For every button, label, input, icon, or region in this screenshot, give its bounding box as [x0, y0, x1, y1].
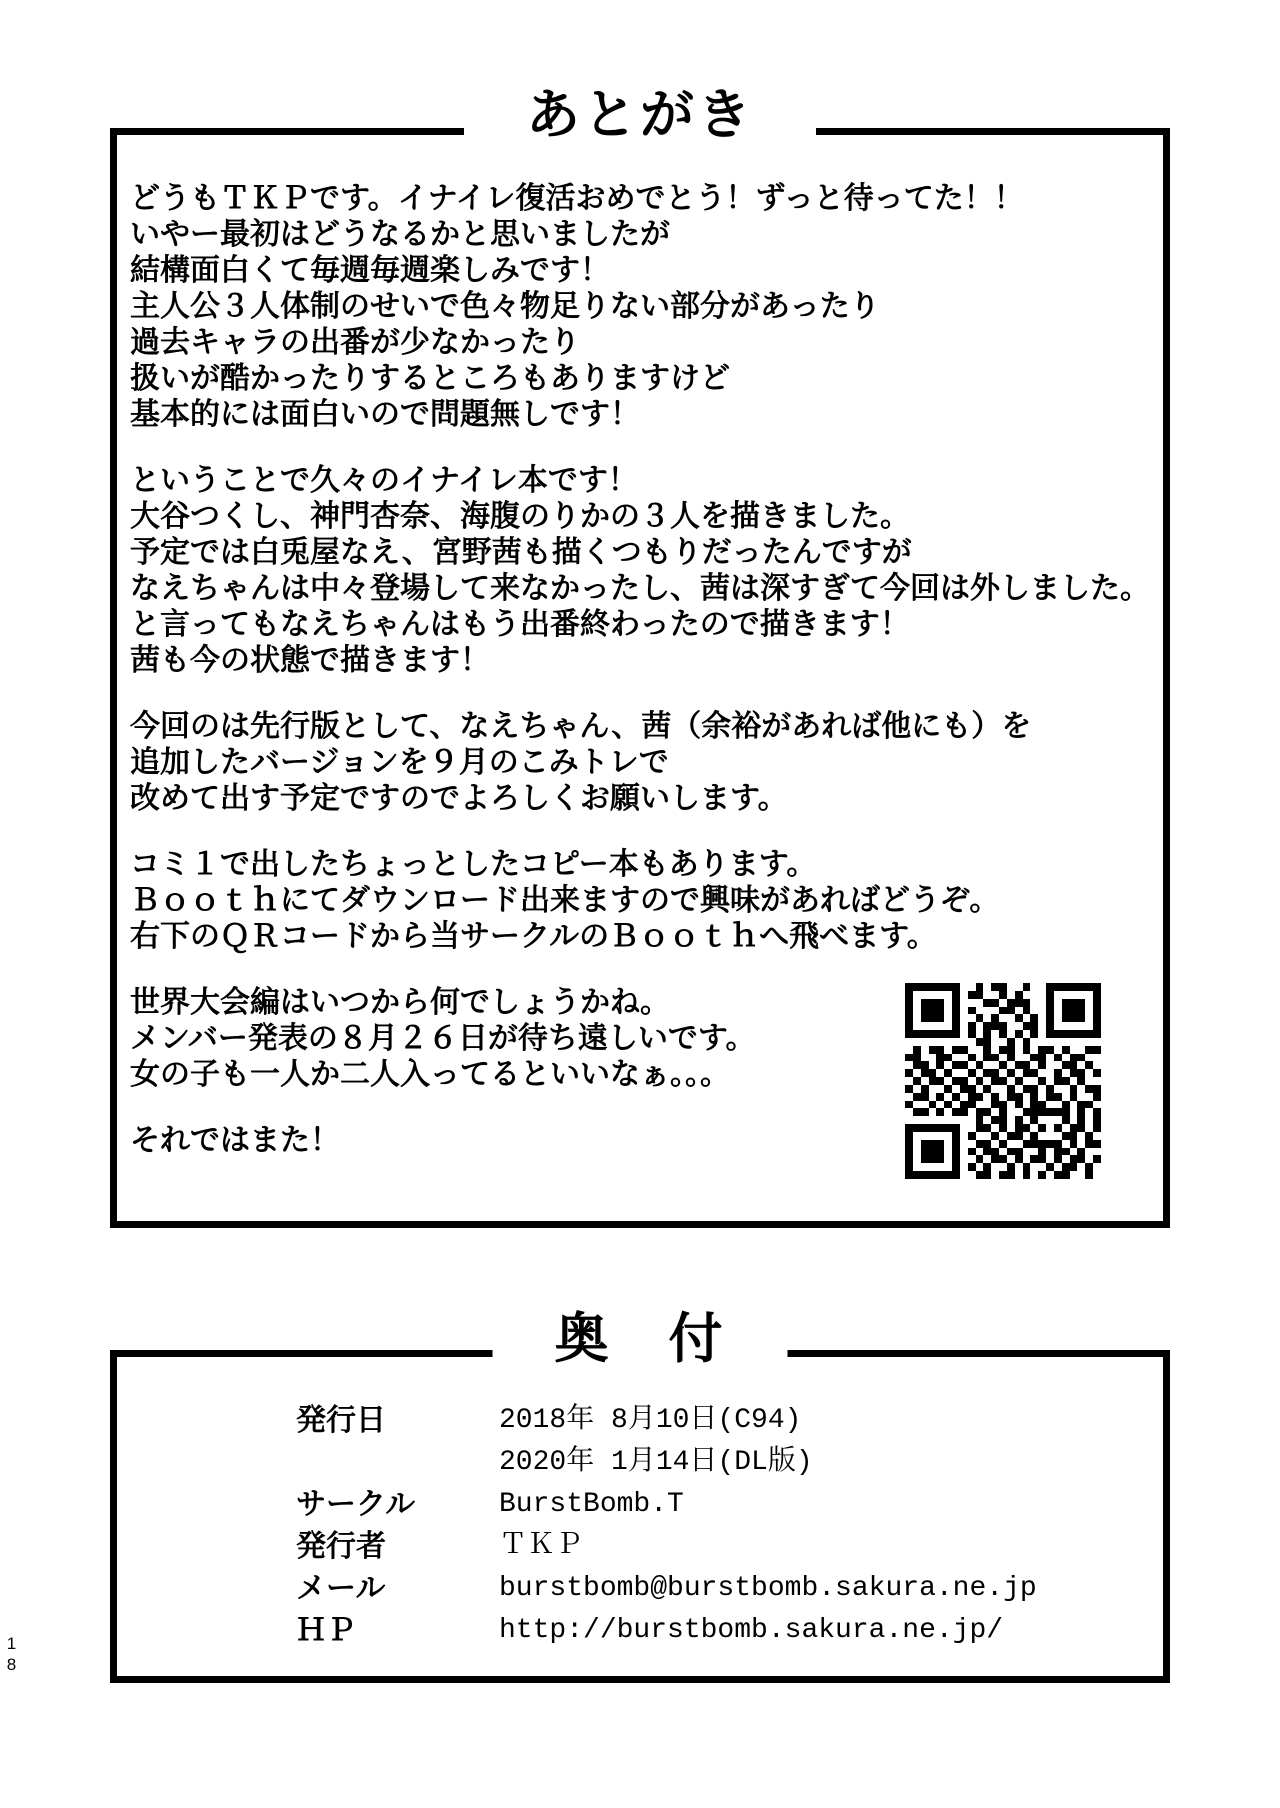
afterword-line: 結構面白くて毎週毎週楽しみです！	[130, 254, 610, 287]
afterword-line: 大谷つくし、神門杏奈、海腹のりかの３人を描きました。	[130, 500, 910, 533]
colophon-value: 2018年 8月10日(C94)	[499, 1405, 802, 1436]
afterword-line: 茜も今の状態で描きます！	[130, 644, 490, 677]
afterword-line: Ｂｏｏｔｈにてダウンロード出来ますので興味があればどうぞ。	[130, 884, 1000, 917]
colophon-label: サークル	[296, 1488, 416, 1521]
colophon-row	[296, 1572, 1096, 1614]
afterword-line: 女の子も一人か二人入ってるといいなぁ。。。	[130, 1058, 730, 1091]
colophon-value: http://burstbomb.sakura.ne.jp/	[499, 1615, 1004, 1646]
colophon-row	[296, 1488, 1096, 1530]
afterword-line: なえちゃんは中々登場して来なかったし、茜は深すぎて今回は外しました。	[130, 572, 1150, 605]
afterword-line: 基本的には面白いので問題無しです！	[130, 398, 640, 431]
colophon-value: 2020年 1月14日(DL版)	[499, 1447, 813, 1478]
colophon-row	[296, 1446, 1096, 1488]
afterword-line: それではまた！	[130, 1124, 340, 1157]
colophon-row	[296, 1614, 1096, 1656]
page-number: 18	[2, 1634, 21, 1676]
colophon-label: ＨＰ	[296, 1614, 356, 1647]
afterword-line: どうもＴＫＰです。イナイレ復活おめでとう！ずっと待ってた！！	[130, 182, 1024, 215]
colophon-value: ＴＫＰ	[499, 1531, 584, 1562]
afterword-paragraph	[130, 181, 1150, 433]
afterword-line: 扱いが酷かったりするところもありますけど	[130, 362, 730, 395]
colophon-value: burstbomb@burstbomb.sakura.ne.jp	[499, 1573, 1037, 1604]
colophon-label: 発行者	[296, 1530, 386, 1563]
colophon-row	[296, 1530, 1096, 1572]
afterword-line: 主人公３人体制のせいで色々物足りない部分があったり	[130, 290, 880, 323]
afterword-paragraph	[130, 463, 1150, 679]
afterword-paragraph	[130, 709, 1150, 817]
afterword-line: 今回のは先行版として、なえちゃん、茜（余裕があれば他にも）を	[130, 710, 1032, 743]
afterword-line: メンバー発表の８月２６日が待ち遠しいです。	[130, 1022, 756, 1055]
afterword-line: ということで久々のイナイレ本です！	[130, 464, 638, 497]
qr-code	[905, 983, 1101, 1179]
afterword-paragraph	[130, 847, 1150, 955]
colophon-section-title: 奥 付	[493, 1308, 788, 1370]
colophon-rows	[296, 1404, 1096, 1656]
afterword-line: 改めて出す予定ですのでよろしくお願いします。	[130, 782, 788, 815]
colophon-label: メール	[296, 1572, 386, 1605]
afterword-line: いやー最初はどうなるかと思いましたが	[130, 218, 670, 251]
afterword-line: コミ１で出したちょっとしたコピー本もあります。	[130, 848, 817, 881]
afterword-line: 予定では白兎屋なえ、宮野茜も描くつもりだったんですが	[130, 536, 912, 569]
afterword-line: と言ってもなえちゃんはもう出番終わったので描きます！	[130, 608, 910, 641]
afterword-line: 右下のＱＲコードから当サークルのＢｏｏｔｈへ飛べます。	[130, 920, 937, 953]
afterword-line: 追加したバージョンを９月のこみトレで	[130, 746, 669, 779]
colophon-value: BurstBomb.T	[499, 1489, 684, 1520]
afterword-line: 世界大会編はいつから何でしょうかね。	[130, 986, 670, 1019]
afterword-line: 過去キャラの出番が少なかったり	[130, 326, 580, 359]
afterword-section-title: あとがき	[464, 84, 816, 146]
colophon-label: 発行日	[296, 1404, 386, 1437]
colophon-row	[296, 1404, 1096, 1446]
